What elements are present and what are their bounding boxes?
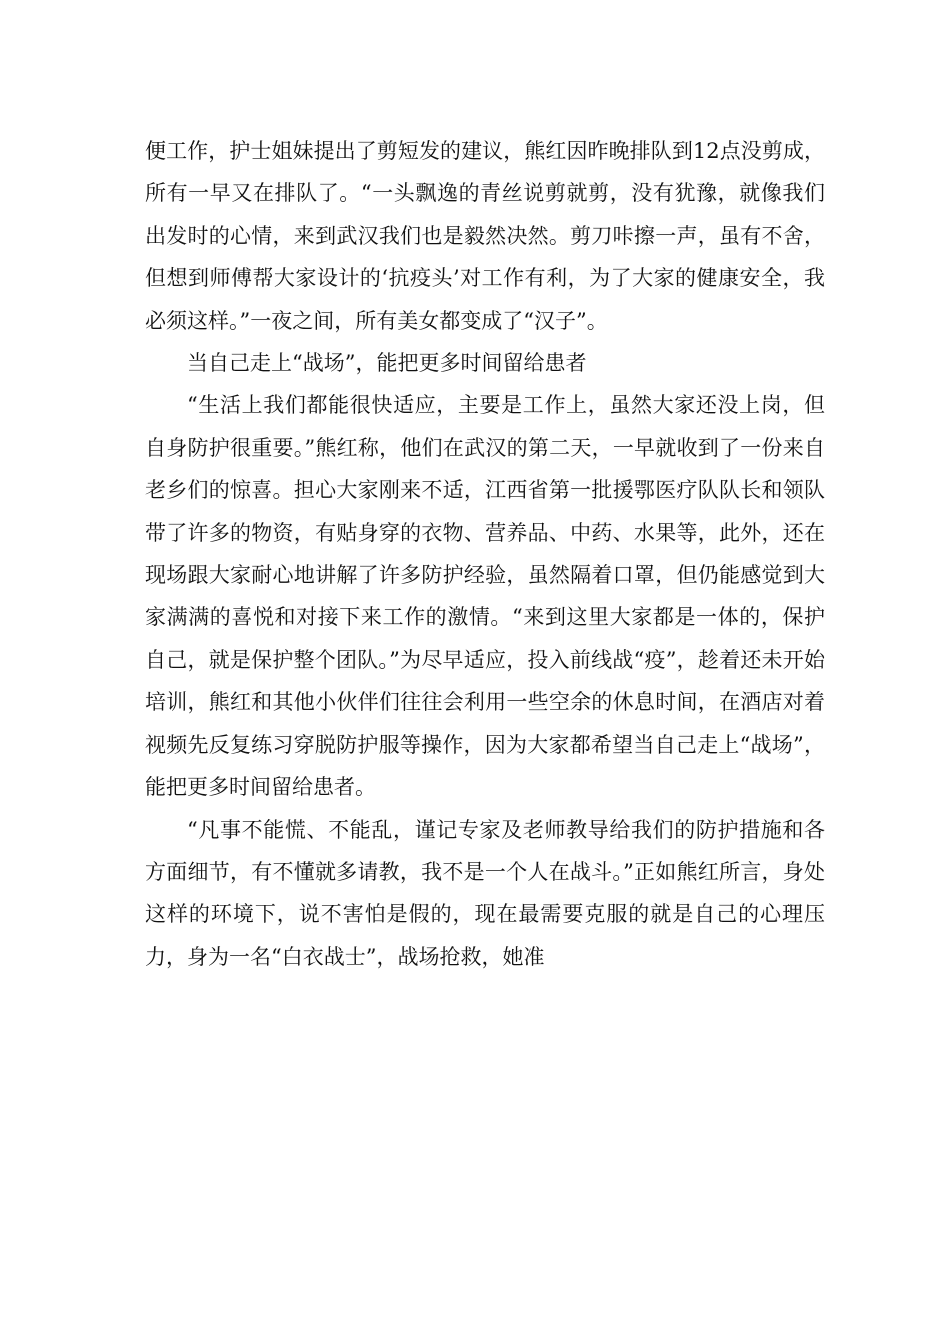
paragraph: “生活上我们都能很快适应，主要是工作上，虽然大家还没上岗，但自身防护很重要。”熊红称，他们在武汉的第二天，一早就收到了一份来自老乡们的惊喜。担心大家刚来不适，江西省第一批援鄂医疗队队长和领队带了许多的物资，有贴身穿的衣物、营养品、中药、水果等，此外，还在现场跟大家耐心地讲解了许多防护经验，虽然隔着口罩，但仍能感觉到大家满满的喜悦和对接下来工作的激情。“来到这里大家都是一体的，保护自己，就是保护整个团队。”为尽早适应，投入前线战“疫”，趁着还未开始培训，熊红和其他小伙伴们往往会利用一些空余的休息时间，在酒店对着视频先反复练习穿脱防护服等操作，因为大家都希望当自己走上“战场”，能把更多时间留给患者。 xyxy=(145,393,825,800)
paragraph-continued: 便工作，护士姐妹提出了剪短发的建议，熊红因昨晚排队到12点没剪成，所有一早又在排队了。“一头飘逸的青丝说剪就剪，没有犹豫，就像我们出发时的心情，来到武汉我们也是毅然决然。剪刀咔擦一声，虽有不舍，但想到师傅帮大家设计的‘抗疫头’对工作有利，为了大家的健康安全，我必须这样。”一夜之间，所有美女都变成了“汉子”。 xyxy=(145,139,825,333)
paragraph: “凡事不能慌、不能乱，谨记专家及老师教导给我们的防护措施和各方面细节，有不懂就多请教，我不是一个人在战斗。”正如熊红所言，身处这样的环境下，说不害怕是假的，现在最需要克服的就是自己的心理压力，身为一名“白衣战士”，战场抢救，她准 xyxy=(145,817,825,969)
section-subheading: 当自己走上“战场”，能把更多时间留给患者 xyxy=(187,351,587,376)
document-body xyxy=(145,130,825,978)
